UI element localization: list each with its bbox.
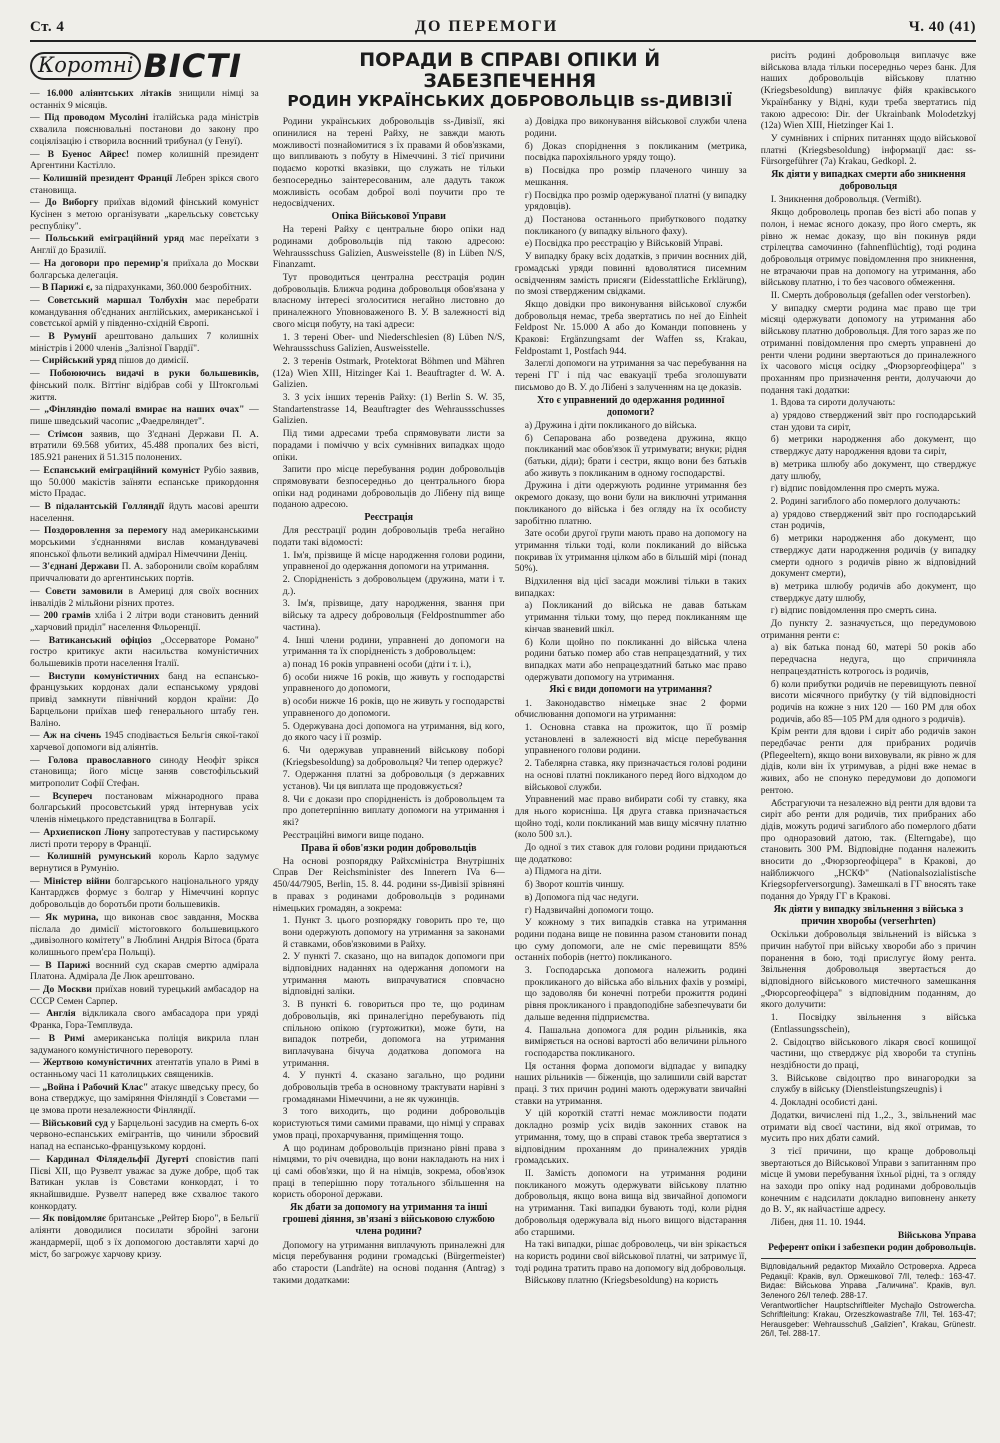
- list-item: 1. Вдова та сироти долучають:: [770, 397, 896, 409]
- news-item-text: Рубіо заявив, що 50.000 макістів заїняти еспанське прикордоння місто Прадас.: [30, 464, 259, 500]
- news-item: [30, 561, 259, 584]
- section-heading: Як діяти у випадку звільнення з війська з причин хворобы (verserhrten): [773, 903, 964, 928]
- news-item-text: банд на еспансько-французьких кордонах дали еспанському урядові привід замкнути північний кордон країни: До Барцельони приїхав шеф генерального штабу ген. Валіно.: [30, 670, 259, 729]
- news-item: [30, 610, 259, 633]
- news-item-lead: Англія: [46, 1008, 76, 1020]
- list-item: 3. Ім'я, прізвище, дату народження, звання при війську та адресу добровольця (Feldpostnummer або частина).: [282, 598, 505, 633]
- paragraph: А що родинам добровольців признано рівні права з німцями, то річ очевидна, що вони накладають на них і ці самі обов'язки, що й на німців, зокрема, обов'язок праці в теперішню пору тотального збільшення на користь обороної держави.: [272, 1142, 505, 1201]
- masthead: [30, 18, 976, 42]
- news-item-lead: Як мурина,: [45, 911, 99, 923]
- paragraph: Додатки, вичислені під 1.,2., 3., звільнений має отримати від своєї частини, від якої отримав, то мусить про них дбати самий.: [760, 1109, 976, 1145]
- news-item-text: що виконав своє завдання, Москва післала до димісії містоговкого большевицького „дивізолного комітету" в Люблині Андрія Вітоса (брата колишнього прем'єра Польщі).: [30, 911, 259, 958]
- paragraph: Під тими адресами треба спрямовувати листи за порадами і поміччю у всіх сумнівних випадках щодо опіки.: [272, 428, 505, 463]
- news-item-text: — пише шведський часопис „Фаедреляндет".: [30, 404, 259, 427]
- list-item: 3. В пункті 6. говориться про те, що родинам добровольців, які приналегідно перебувають під спільною опікою (гуртожитки), може бути, на випадок потреби, допомога на утримання виплачувана бічуча додаткова допомога на утримання.: [282, 999, 505, 1069]
- news-item-lead: До Виборгу: [45, 197, 99, 209]
- news-item: [30, 331, 259, 354]
- paragraph: У кожному з тих випадків ставка на утримання родини подана вище не повинна разом становити понад цю суму допомоги, але не сміє перевищати 85% останніх поборів (нетто) покликаного.: [514, 917, 747, 964]
- list-item: в) метрика шлюбу родичів або документ, що стверджує дату шлюбу,: [770, 580, 976, 604]
- signature-line2: Референт опіки і забезпеки родин добровольців.: [768, 1241, 976, 1253]
- news-item-text: помер колишній президент Аргентини Кастілло.: [30, 148, 259, 172]
- paragraph: Ця остання форма допомоги відпадає у випадку наших рільників — біженців, що залишили свій варстат праці. З тих причин родині мають одержувати звичайні ставки на утримання.: [514, 1060, 747, 1107]
- news-item-lead: Сирійський уряд: [42, 355, 117, 367]
- article-column-2: [515, 116, 747, 1288]
- section-heading: Опіка Військової Управи: [331, 211, 446, 222]
- news-item: [30, 295, 259, 330]
- list-item: 8. Чи є докази про спорідненість із добровольцем та про допетерпінню виплату допомоги на утримання і які?: [282, 793, 505, 829]
- list-item: а) Підмога на діти.: [524, 866, 602, 878]
- paragraph: До пункту 2. зазначується, що передумовою отримання ренти є:: [760, 618, 976, 641]
- list-item: б) Сепарована або розведена дружина, якщо покликаний має обов'язок її утримувати; внуки; рідня (батьки, діди); брати і сестри, якщо вони без батьків або живуть з покликаним в одному господарстві.: [524, 432, 747, 479]
- news-item-text: знищили німці за останніх 9 місяців.: [30, 88, 259, 111]
- list-item: 6. Чи одержував управнений військову поборі (Kriegsbesoldung) за добровольця? Чи тепер одержує?: [282, 744, 505, 768]
- news-item-text: постановам міжнародного права болгарський просовєтський уряд інтернував усіх членів німецького представництва в Болгарії.: [30, 790, 259, 826]
- paragraph: У сумнівних і спірних питаннях щодо військової платні (Kriegsbesoldung) інформації дає: ss-Fürsorgeführer (7a) Krakau, Gedkopl. 2.: [760, 132, 976, 168]
- list-item: 4. Докладні особисті дані.: [770, 1097, 878, 1109]
- news-item-text: приїхав відомий фінський комуніст Кусінен з метою організувати „карельську совєтську республіку".: [30, 197, 259, 232]
- news-item-text: відкликала свого амбасадора при уряді Франка, Гора-Темплвуда.: [30, 1008, 259, 1032]
- news-item-lead: Військовий суд: [42, 1117, 108, 1129]
- news-item-lead: „Фінляндію помалі вмирає на наших очах": [44, 404, 245, 416]
- list-item: б) коли прибутки родичів не перевищують певної висоти місячного прибутку (у тій відповідності родичів на кожне з них 120 — 160 РМ для обох родичів, або 85—105 РМ для одного з родичів).: [770, 678, 976, 725]
- news-item-lead: 200 грамів: [43, 610, 91, 622]
- paragraph: Якщо довідки про виконування військової служби добровольця немає, треба звертатись по неї до Einheit Feldpost Nr. 15.000 A або до Команди поповнень у Кракові: Ergänzungsamt der Waffen ss, Krakau, Feldpostamt 1, Postfach 944.: [514, 298, 747, 357]
- columns: [30, 50, 976, 1339]
- news-item-lead: В Буенос Айрес!: [47, 148, 130, 160]
- news-item-text: фінський полк. Віттінг відібрав собі у Штокгольмі життя.: [30, 379, 259, 403]
- paragraph: У випадку смерти родина має право ще три місяці одержувати допомогу на утримання або військову платню добровольця. Для того зараз же по отриманні повідомлення про смерть управнені до ренти члени родини звертаються до приналежного їх часового місця осідку „Фюрзорґеофіцера" з проханням про призначення ренти, долучаючи до подання такі додатки:: [760, 302, 976, 396]
- news-item: [30, 984, 259, 1007]
- section-heading: Як діяти у випадках смерти або зникнення добровольця: [771, 169, 966, 193]
- list-item: в) особи нижче 16 років, що не живуть у господарстві управненого до допомоги.: [282, 696, 505, 719]
- article-title-line1: ПОРАДИ В СПРАВІ ОПІКИ Й ЗАБЕЗПЕЧЕННЯ: [359, 49, 661, 92]
- list-item: 3. Військове свідоцтво про винагородки за службу в війську (Dienstleistungszeugnis) і: [770, 1072, 976, 1096]
- paragraph: Управнений має право вибирати собі ту ставку, яка для нього корисніша. Ця друга ставка призначається щойно тоді, коли покликаний мав вищу місячну платню (коло 500 зл.).: [514, 794, 747, 841]
- signature: [761, 1230, 976, 1253]
- news-item-text: арештовано дальших 7 колишніх міністрів і 2000 членів „Залізної Гвардії".: [30, 331, 259, 354]
- news-header-word2: ВІСТІ: [143, 50, 242, 85]
- paragraph: На терені Райху є центральне бюро опіки над родинами добровольців під такою адресою: Wehraussschuss Galizien, Ausweisstelle (8) in Lüben N/S, Finanzamt.: [272, 224, 505, 271]
- news-item-text: синоду Неофіт зрікся становища; його місце заняв совєтофільський митрополит Софії Стефан.: [30, 754, 259, 790]
- news-item-text: хліба і 2 літри води становить денний „харчовий приділ" населення Фльоренції.: [30, 610, 259, 633]
- news-item: [30, 258, 259, 281]
- news-item-lead: Кардинал Філядельфії Дугерті: [46, 1153, 189, 1165]
- paragraph: З тієї причини, що краще добровольці звертаються до Військової Управи з запитанням про місце й умови перебування їхньої рідні, та з огляду на заходи про опіку над родинами добровольців конечним є надсилати докладно виповнену анкету до В. У., як найчастіше адресу.: [760, 1145, 976, 1216]
- paragraph: 2. З теренів Ostmark, Protektorat Böhmen und Mähren (12a) Wien XIII, Hitzinger Kai 1. Beauftragter d. W. A. Galizien.: [272, 355, 505, 391]
- news-item-text: 1945 сподівається Бельгія сякої-такої харчевої допомоги від аліянтів.: [30, 730, 259, 753]
- paragraph: рисіть родині добровольця виплачує вже військова влада тільки посередньо через банк. Для наших добровольців військову платню (Kriegsbesoldung) виплачує фійя краківського Українбанку у Відні, куди треба звертатись під такою адресою: Dir. der Ukrainbank Molodetzkyj (12a) Wien XIII, Hietzinger Kai 1.: [760, 50, 976, 132]
- list-item: д) Постанова останнього прибуткового податку покликаного (у випадку вільного фаху).: [524, 214, 747, 237]
- paragraph: II. Смерть добровольця (gefallen oder verstorben).: [770, 290, 971, 302]
- news-item-lead: Побоюючись видачі в руки большевиків,: [49, 368, 259, 380]
- news-item: [30, 827, 259, 850]
- paragraph: Відхилення від цієї засади можливі тільки в таких випадках:: [514, 576, 747, 599]
- news-item-lead: Стімсон: [47, 428, 83, 440]
- news-item-text: приїхав новий турецький амбасадор на СССР Семен Сарпер.: [30, 984, 259, 1007]
- paragraph: Родини українських добровольців ss-Дивізії, які опинилися на терені Райху, не завжди мають можливості познайомитися з їх правами й обов'язками, що випливають з побуту в Німеччині. З тієї причини подаємо короткі вказівки, що служать не тільки безпосередньо заінтересованим, але дадуть також можливість особам доброї волі поучити про те недосвідчених.: [272, 116, 505, 210]
- news-header: [30, 50, 259, 85]
- news-item-text: італійська рада міністрів схвалила пояснювальні постанови до закону про соціялізацію і створила воєнний трибунал (у Генуї).: [30, 112, 259, 147]
- list-item: б) метрики народження або документ, що стверджує дату народження вдови та сиріт,: [770, 434, 976, 458]
- news-item-lead: В Парижі: [45, 959, 91, 971]
- news-item: [30, 1118, 259, 1153]
- list-item: 1. Ім'я, прізвище й місце народження голови родини, управненої до одержання допомоги на утримання.: [282, 549, 505, 573]
- news-item-text: пішов до димісії.: [116, 355, 189, 367]
- news-item: [30, 791, 259, 826]
- news-item: [30, 149, 259, 172]
- news-item-lead: Совєтський маршал Толбухін: [47, 294, 188, 306]
- news-item-lead: Виступи комуністичних: [48, 670, 160, 682]
- news-item: [30, 1154, 259, 1213]
- list-item: а) Покликаний до війська не давав батькам утримання тільки тому, що перед покликанням ще кінчав званевий шкіл.: [524, 600, 747, 635]
- paragraph: Дружина і діти одержують родинне утримання без окремого доказу, що вони були на виключні утримання покликаного до війська і без огляду на їх особисту заробітню платню.: [514, 480, 747, 527]
- list-item: 1. Посвідку звільнення з війська (Entlassungsschein),: [770, 1012, 976, 1035]
- page-number: Ст. 4: [30, 19, 65, 35]
- news-item-text: американська поліція викрила план задуманого комуністичного перевороту.: [30, 1032, 259, 1056]
- news-item-lead: Голова православного: [48, 754, 151, 766]
- news-item: [30, 730, 259, 753]
- news-column: [30, 50, 259, 1339]
- article-title-line2: РОДИН УКРАЇНСЬКИХ ДОБРОВОЛЬЦІВ ss-ДИВІЗІЇ: [287, 91, 733, 110]
- news-item-lead: Еспанський еміграційний комуніст: [43, 464, 200, 476]
- news-item-text: має перебрати командування об'єднаних англійських, американської і совєтської армій у південно-східній Європі.: [30, 294, 259, 330]
- paragraph: Крім ренти для вдови і сиріт або родичів закон передбачає ренти для прибраних родичів (Pflegeeltern), якщо вони виховували, як рівно ж для дідів, коли він їх утримував, а рідні вже немає в живих, або не спонуко передумови до допомоги рентою.: [760, 726, 976, 796]
- article-column-3: [761, 50, 976, 1339]
- list-item: г) Надзвичайні допомоги тощо.: [524, 904, 654, 916]
- news-item-lead: Совєти замовили: [45, 585, 123, 597]
- list-item: 2. У пункті 7. сказано, що на випадок допомоги при відповідних наданнях на одержання допомоги на утримання мають випрачуватися сповчасно відповідні заліки.: [282, 951, 505, 998]
- news-item-lead: З'єднані Держави: [42, 561, 119, 573]
- paragraph: Реєстраційні вимоги вище подано.: [282, 829, 424, 841]
- news-item-text: за підрахунками, 360.000 безробітних.: [92, 282, 252, 294]
- news-item-text: атентатів упало в Римі в останньому часі 11 католицьких священиків.: [30, 1057, 259, 1080]
- imprint-ukrainian: Відповідальний редактор Михайло Островерха. Адреса Редакції: Краків, вул. Оржешкової 7/II, телеф.: 163-47. Видає: Військова Управа „Галичина". Краків, вул. Зеленого 26/I телеф. 288-17.: [760, 1262, 976, 1301]
- list-item: б) Доказ споріднення з покликаним (метрика, посвідка парохіяльного уряду тощо).: [524, 140, 747, 164]
- news-item: [30, 355, 259, 367]
- list-item: г) відпис повідомлення про смерть сина.: [770, 605, 937, 617]
- news-item-lead: Як повідомляє: [42, 1213, 107, 1225]
- article-column-3-body: [761, 50, 976, 1229]
- news-item: [30, 635, 259, 670]
- news-item-text: заявив, що З'єднані Держави П. А. втратили 69.568 убитих, 45.488 пропалих без вісті, 185.921 ранених й 51.315 полонених.: [30, 428, 259, 464]
- list-item: 4. У пункті 4. сказано загально, що родини добровольців треба в основному трактувати нарівні з громадянами Німеччини, а не як чужинців.: [282, 1070, 505, 1105]
- news-item-text: П. А. заборонили своїм кораблям приччалювати до аргентинських портів.: [30, 561, 259, 585]
- paragraph: Допомогу на утримання виплачують приналежні для місця перебування родини громадські (Bürgermeister) або старости (Landräte) на основі подання (Antrag) з такими додатками:: [272, 1239, 505, 1286]
- news-item: [30, 404, 259, 427]
- news-item-lead: Ватиканський офіціоз: [48, 634, 152, 646]
- news-item: [30, 671, 259, 730]
- news-item: [30, 88, 259, 111]
- news-item: [30, 1033, 259, 1056]
- news-item-text: „Оссерваторе Романо" гостро критикує акти насильства комуністичних большевиків проти населення Італії.: [30, 634, 259, 670]
- news-item: [30, 586, 259, 609]
- paragraph: Зате особи другої групи мають право на допомогу на утримання тільки тоді, коли покликаний до війська покривав їх утримання цілком або в більшій мірі (понад 50%).: [514, 528, 747, 575]
- list-item: а) Довідка про виконування військової служби члена родини.: [524, 116, 747, 140]
- news-item: [30, 1008, 259, 1031]
- list-item: б) Зворот коштів чиншу.: [524, 879, 625, 891]
- news-item-lead: Польський еміграційний уряд: [45, 233, 184, 245]
- list-item: а) Дружина і діти покликаного до війська.: [524, 419, 697, 431]
- article-column-1: [273, 116, 505, 1288]
- news-item-lead: В Румунії: [48, 331, 97, 343]
- news-item-lead: В підалантській Голляндії: [44, 500, 164, 512]
- section-heading: Права й обов'язки родин добровольців: [300, 842, 477, 854]
- news-item: [30, 112, 259, 147]
- section-heading: Реєстрація: [364, 512, 414, 524]
- signature-line1: Військова Управа: [897, 1229, 976, 1241]
- news-item-text: має переїхати з Англії до Бразилії.: [30, 233, 259, 257]
- newspaper-title: ДО ПЕРЕМОГИ: [414, 18, 559, 35]
- paragraph: Залеглі допомоги на утримання за час перебування на терені ГГ і під час евакуації треба зголошувати письмово до В. У. до Лібені з залученням на це доказів.: [514, 358, 747, 393]
- news-item-text: британське „Рейтер Бюро", в Бельгії аліянти доводилися посилати збройні загони жандармерії, щоб з їх допомогою доставляти харчі до міст, бо загрожує харчову кризу.: [30, 1213, 259, 1260]
- news-item: [30, 465, 259, 500]
- list-item: 2. Табелярна ставка, яку призначається голові родини на основі платні покликаного перед його відходом до військової служби.: [524, 758, 747, 793]
- list-item: б) особи нижче 16 років, що живуть у господарстві управненого до допомоги,: [282, 671, 505, 695]
- news-item: [30, 755, 259, 790]
- news-item-text: король Карло задумує вернутися в Румунію.: [30, 851, 259, 874]
- list-item: г) Посвідка про розмір одержуваної платні (у випадку урядовців).: [524, 189, 747, 213]
- paragraph: Оскільки добровольця звільнений із війська з причин набутої при війську хвороби або з причин поранення в бою, тоді прислугує йому рента. Звільнення добровольця звертається до відповідного військового мистечного замешкання „Фюрсорґеофіцера" з відповідним поданням, до якого долучити:: [760, 929, 976, 1011]
- paragraph: I. Зникнення добровольця. (Vermißt).: [770, 194, 922, 206]
- news-item-text: болгарського національного уряду Кантарджєв формує з болгар у Німеччині корпус добровольців до боротьби проти большевиків.: [30, 875, 259, 911]
- section-heading: Як дбати за допомогу на утримання та інші грошеві діяння, зв'язані з військовою службою члена родини?: [282, 1202, 495, 1238]
- news-item-lead: Аж на січень: [42, 730, 102, 742]
- imprint-german: Verantwortlicher Hauptschriftleiter Mychajlo Ostrowercha. Schriftleitung: Krakau, Orzeszkowastraße 7/II, Tel. 163-47; Herausgeber: Wehrausschuß „Galizien", Krakau, Grünestr. 26/I, Tel. 288-17.: [760, 1300, 976, 1339]
- news-item-text: приїхала до Москви болгарська делегація.: [30, 257, 259, 281]
- news-item-lead: До Москви: [42, 984, 92, 996]
- news-item-lead: Колишній президент Франції: [43, 172, 173, 184]
- news-item: [30, 851, 259, 874]
- news-item-lead: „Война і Рабочий Клас": [42, 1081, 149, 1093]
- list-item: 3. Господарська допомога належить родині прокликаного до війська або вільних фахів у розмірі, що задоволяв би конечні потреби прожиття родині рівня прокликаного і правдоподібне забезпечувати би дальше ведення підприємства.: [524, 965, 747, 1023]
- list-item: 2. Родині загиблого або померлого долучають:: [770, 495, 961, 507]
- news-item-text: запротестував у пастирському листі проти терору в Франції.: [30, 826, 259, 850]
- list-item: г) відпис повідомлення про смерть мужа.: [770, 483, 940, 495]
- paragraph: Військову платню (Kriegsbesoldung) на користь: [524, 1275, 719, 1287]
- paragraph: 1. Законодавство німецьке знає 2 форми обчислювання допомоги на утримання:: [514, 697, 747, 721]
- list-item: 4. Інші члени родини, управнені до допомоги на утримання та їх спорідненість з добровольцем:: [282, 634, 505, 658]
- news-item: [30, 1057, 259, 1080]
- paragraph: У цій короткій статті немає можливости подати докладно розмір усіх видів законних ставок на утримання, тому, що в справі ставок треба звертатися з відповідним проханням до приналежних урядів громадських.: [514, 1108, 747, 1167]
- news-item: [30, 1213, 259, 1260]
- news-item-lead: Міністер війни: [43, 875, 111, 887]
- news-item: [30, 197, 259, 232]
- news-item-lead: 16.000 аліянтських літаків: [46, 88, 172, 99]
- news-item: [30, 960, 259, 983]
- paragraph: На такі випадки, рішає доброволець, чи він зрікається на користь родини свої військової платні, чи затримує її, тоді родина тратить право на допомогу від добровольця.: [514, 1239, 747, 1274]
- news-item-text: сповістив папі Пієві XII, що Рузвелт уважає за дуже добре, щоб так Ватикан уклав із Совєтами конкордат, і то якнайшвидше. Рузвелт наперед вже схвалює такого конкордату.: [30, 1153, 259, 1212]
- news-item-text: в Америці для своїх воєнних інвалідів 2 мільйони різних протез.: [30, 585, 259, 609]
- paragraph: Лібен, дня 11. 10. 1944.: [770, 1217, 866, 1229]
- news-item: [30, 233, 259, 256]
- news-item-lead: Колишній румунський: [47, 851, 152, 863]
- paragraph: Запити про місце перебування родин добровольців спрямовувати безпосередньо до центрального бюра опіки над родинами добровольців до Лібену під вище поданою адресою.: [272, 464, 505, 511]
- news-item-text: йдуть масові арешти населення.: [30, 500, 259, 524]
- news-item: [30, 368, 259, 403]
- news-item: [30, 173, 259, 196]
- list-item: 1. Пункт 3. цього розпорядку говорить про те, що вони одержують допомогу на утримання за законами й ставками, обов'язковими в Райху.: [282, 915, 505, 950]
- list-item: б) метрики народження або документ, що стверджує дати народження родичів (у випадку смерти одного з родичів рівно ж відповідний документ смерти),: [770, 533, 976, 580]
- list-item: а) урядово стверджений звіт про господарський стан родичів,: [770, 508, 976, 532]
- article-columns: [273, 116, 747, 1288]
- news-item-text: у Барцельоні засудив на смерть 6-ох червоно-еспанських емігрантів, що чинили зброєвий напад на еспансько-французькому кордоні.: [30, 1117, 259, 1153]
- list-item: б) Коли щойно по покликанні до війська члена родини батько помер або став непрацездатний, у тих випадках мати або непрацездатний батько має право одержувати допомогу на утримання.: [524, 636, 747, 683]
- news-item-text: атакує шведську пресу, бо вона стверджує, що заміряння Фінляндії з Совєтами — це змова проти незалежности Фінляндії.: [30, 1081, 259, 1117]
- paragraph: 1. З терені Ober- und Niederschlesien (8) Lüben N/S, Wehraussschuss Galizien, Ausweisstelle.: [272, 331, 505, 355]
- paragraph: Тут проводиться централна реєстрація родин добровольців. Ближча родина добровольця обов'язана у власному інтересі зголоситися негайно листовно до приналежного Уповноваженого В. У. В залежності від свого місця побуту, на такі адреси:: [272, 272, 505, 330]
- paragraph: Абстрагуючи та незалежно від ренти для вдови та сиріт або ренти для родичів, тих прибраних або дідів, можуть родичі загиблого або померлого дбати про одноразовий датою, так. (Elterngabe), що становить 300 РМ. Відповідне подання належить вносити до „Фюрзорґеофіцера" в Кракові, до найближчого „НСКФ" (Nationalsozialistische Kriegsopferversorgung). Замешкалі в ГГ вносять таке подання до Уряду ГГ в Кракові.: [760, 797, 976, 903]
- paragraph: З того виходить, що родини добровольців користуються тими самими правами, що німці у справах умов праці, прохарчування, приміщення тощо.: [272, 1106, 505, 1141]
- list-item: а) урядово стверджений звіт про господарський стан удови та сиріт,: [770, 410, 976, 433]
- news-item-text: воєнний суд скарав смертю адмірала Платона. Адмірала Де Люк арештовано.: [30, 959, 259, 983]
- imprint: [761, 1258, 976, 1339]
- news-item: [30, 501, 259, 524]
- article-title: [273, 50, 747, 110]
- news-list: [30, 88, 259, 1260]
- section-heading: Хто є управнений до одержання родинної допомоги?: [537, 394, 725, 418]
- news-item: [30, 1082, 259, 1117]
- news-item: [30, 912, 259, 959]
- list-item: в) метрика шлюбу або документ, що стверджує дату шлюбу,: [770, 458, 976, 482]
- news-item: [30, 429, 259, 464]
- news-item-lead: Під проводом Мусоліні: [44, 112, 149, 124]
- paragraph: До одної з тих ставок для голови родини придаються ще додатково:: [514, 842, 747, 865]
- news-item-text: Лебрен зрікся свого становища.: [30, 172, 259, 196]
- list-item: 4. Пашальна допомога для родин рільників, яка виміряється на основі вартості або величини рільного господарства покликаного.: [524, 1024, 747, 1059]
- news-item-lead: Всупереч: [52, 790, 93, 802]
- news-item: [30, 282, 259, 294]
- list-item: в) Допомога під час недуги.: [524, 891, 639, 903]
- paragraph: Для реєстрації родин добровольців треба негайно подати такі відомості:: [272, 525, 505, 548]
- news-item-text: над американськими морськими з'єднаннями вислав командувачеві японської фльоти великий адмірал Німеччини Деніц.: [30, 525, 259, 560]
- list-item: а) понад 16 років управнені особи (діти і т. і.),: [282, 658, 472, 670]
- news-item-lead: В Римі: [48, 1032, 85, 1044]
- list-item: а) вік батька понад 60, матері 50 років або передчасна недуга, що спричиняла непрацездатність котрогось із родичів,: [770, 642, 976, 677]
- paragraph: 3. З усіх інших теренів Райху: (1) Berlin S. W. 35, Standartenstrasse 14, Beauftragter des Wehraussschusses Galizien.: [272, 392, 505, 427]
- list-item: 2. Спорідненість з добровольцем (дружина, мати і т. д.).: [282, 574, 505, 597]
- paragraph: II. Замість допомоги на утримання родини покликаного можуть одержувати військову платню добровольця, якщо вона вища від звичайної допомоги на утримання. Такі випадки бувають тоді, коли рідня добровольця одержувала від нього вищого відстарання або старшими.: [514, 1168, 747, 1238]
- article: [273, 50, 747, 1339]
- news-header-word1: Коротні: [30, 52, 141, 79]
- list-item: 2. Свідоцтво військового лікаря своєї кошищої частини, що стверджує рід хвороби та ступінь нездібности до праці,: [770, 1036, 976, 1071]
- list-item: 5. Одержувана досі допомога на утримання, від кого, до якого часу і її розмір.: [282, 720, 505, 744]
- paragraph: Якщо доброволець пропав без вісті або попав у полон, і немає ясного доказу, про його смерть, як рівно ж немає доказу, що він покинув ряди стрілецтва самочинно (fahnenflüchtig), тоді родина добровольця отримує повідомлення про зникнення, не втрачаючи прав на допомогу на утримання, або військову платню, і то без часового обмеження.: [760, 207, 976, 289]
- list-item: е) Посвідка про реєстрацію у Військовій Управі.: [524, 238, 723, 250]
- list-item: 7. Одержання платні за добровольця (з державних установ). Чи ця виплата ще продовжується?: [282, 769, 505, 793]
- news-item: [30, 525, 259, 560]
- news-item: [30, 876, 259, 911]
- news-item-lead: Архиєпископ Ліону: [43, 826, 130, 838]
- list-item: 1. Основна ставка на прожиток, що її розмір установлені в залежності від місце перебування управненого голови родини.: [524, 721, 747, 757]
- paragraph: На основі розпорядку Райхсміністра Внутрішніх Справ Der Reichsminister des Innerern IVa 6—450/44/7905, Berlin, 15. 8. 44. родини ss-Дивізії зрівняні в правах з родинами добровольців з родинами німецьких громадян, а зокрема:: [272, 855, 505, 914]
- news-item-lead: Поздоровлення за перемогу: [44, 525, 168, 537]
- paragraph: У випадку браку всіх додатків, з причин воєнних дій, громадські уряди повинні вдоволятися писемним освідченням замість присяги (Eidesstattliche Erklärung), по змозі ствердженим свідками.: [514, 251, 747, 298]
- section-heading: Які є види допомоги на утримання?: [549, 684, 713, 696]
- news-item-lead: Жертвою комуністичних: [43, 1057, 153, 1069]
- news-item-lead: На договори про перемир'я: [43, 257, 169, 269]
- list-item: в) Посвідка про розмір плаченого чиншу за мешкання.: [524, 165, 747, 188]
- news-item-lead: В Парижі є,: [42, 282, 93, 294]
- issue-number: Ч. 40 (41): [908, 19, 976, 35]
